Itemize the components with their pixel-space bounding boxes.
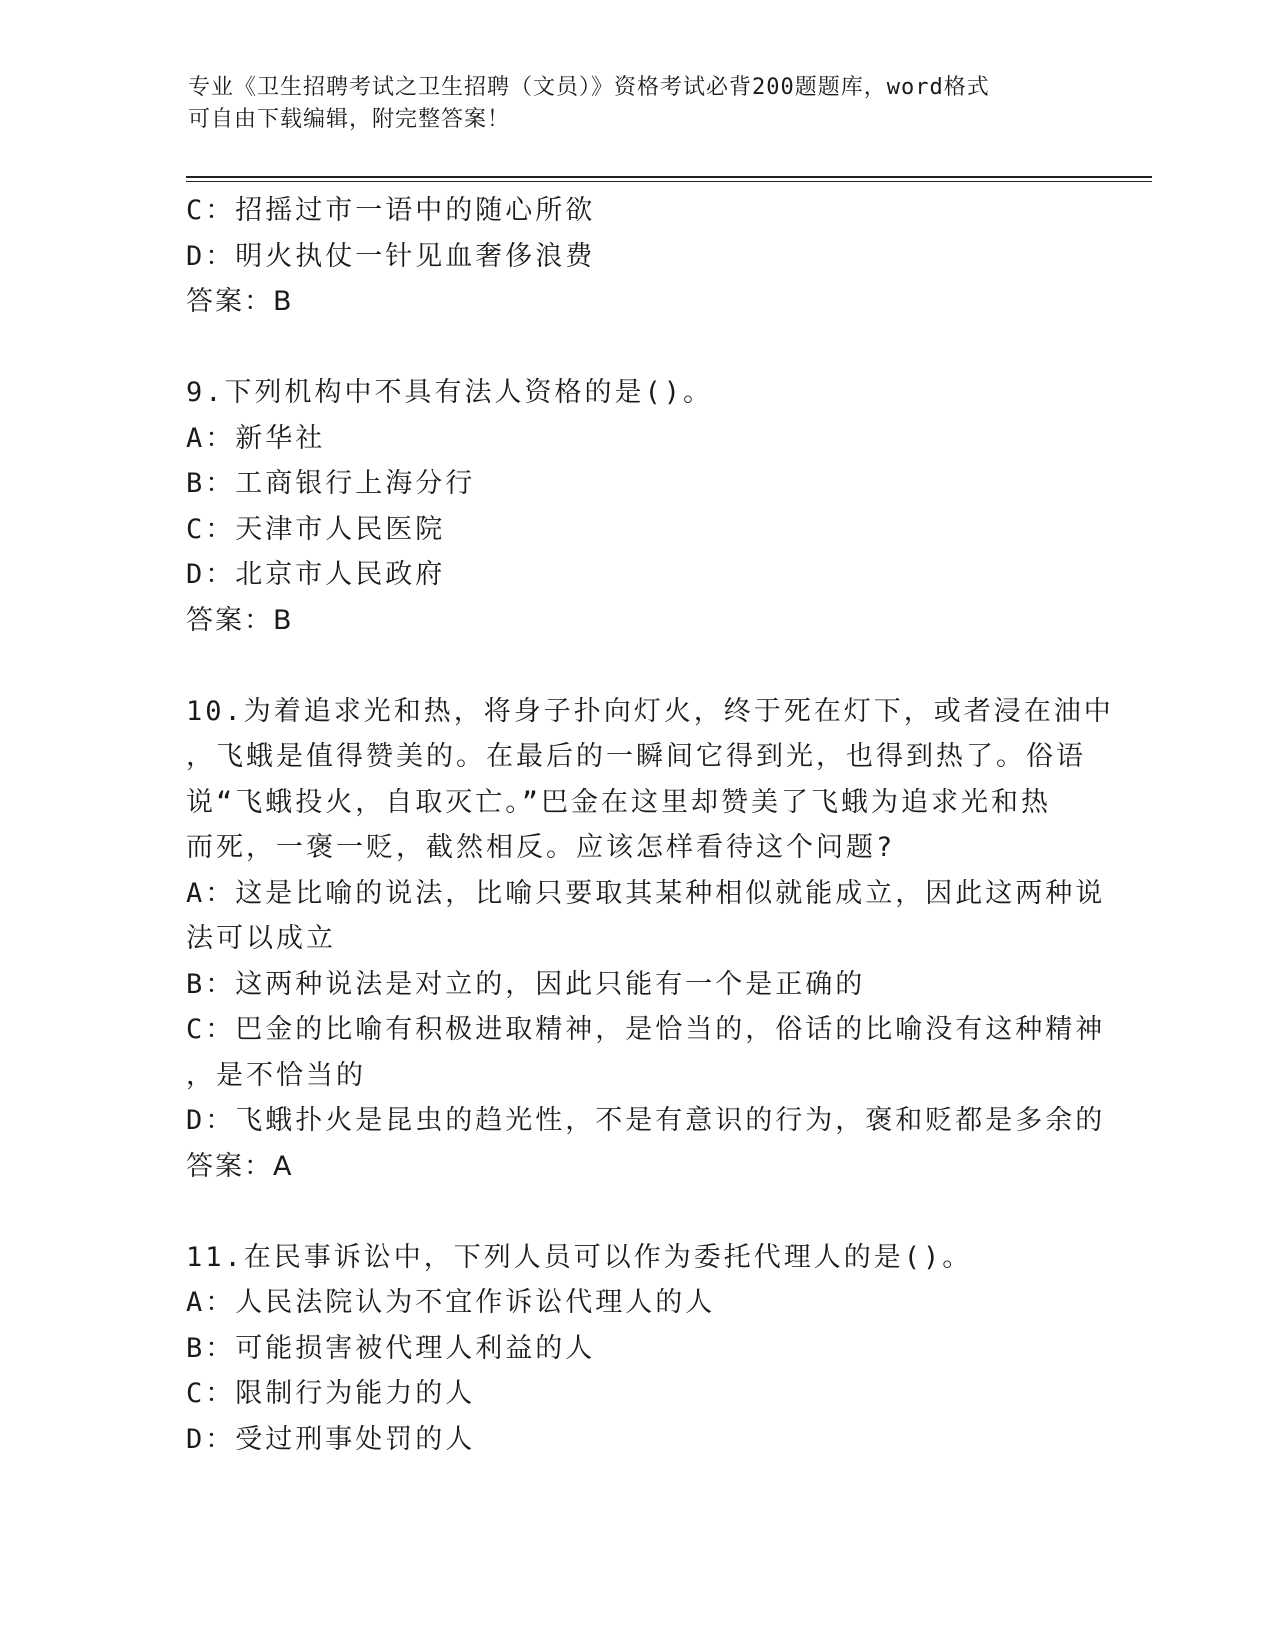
prev-option-c: C：招摇过市一语中的随心所欲: [186, 195, 596, 226]
q11-option-d: D：受过刑事处罚的人: [186, 1423, 476, 1455]
q10-stem-line: 而死，一褒一贬，截然相反。应该怎样看待这个问题?: [186, 832, 896, 863]
q11-option-b: B：可能损害被代理人利益的人: [186, 1332, 596, 1364]
header-line-1: 专业《卫生招聘考试之卫生招聘（文员）》资格考试必背200题题库，word格式: [188, 75, 990, 100]
document-header: [188, 72, 1068, 136]
q9-option-a: A：新华社: [186, 422, 326, 454]
q10-option-c: C：巴金的比喻有积极进取精神，是恰当的，俗话的比喻没有这种精神: [186, 1014, 1106, 1045]
q10-stem-line: 10.为着追求光和热，将身子扑向灯火，终于死在灯下，或者浸在油中: [186, 695, 1114, 727]
q10-stem-line: 说“飞蛾投火，自取灭亡。”巴金在这里却赞美了飞蛾为追求光和热: [186, 786, 1052, 818]
header-rule-thin: [186, 181, 1152, 182]
prev-answer: 答案：B: [186, 286, 294, 317]
q10-option-b: B：这两种说法是对立的，因此只能有一个是正确的: [186, 968, 866, 1000]
q10-option-a-cont: 法可以成立: [186, 923, 336, 954]
q11-option-a: A：人民法院认为不宜作诉讼代理人的人: [186, 1287, 716, 1318]
q10-stem-line: ，飞蛾是值得赞美的。在最后的一瞬间它得到光，也得到热了。俗语: [186, 741, 1086, 772]
spacer: [186, 325, 1086, 371]
q9-option-c: C：天津市人民医院: [186, 513, 446, 545]
q9-option-b: B：工商银行上海分行: [186, 468, 476, 499]
q10-option-c-cont: ，是不恰当的: [186, 1059, 366, 1091]
q11-stem: 11.在民事诉讼中，下列人员可以作为委托代理人的是()。: [186, 1241, 973, 1273]
q11-option-c: C：限制行为能力的人: [186, 1378, 476, 1409]
q10-option-d: D：飞蛾扑火是昆虫的趋光性，不是有意识的行为，褒和贬都是多余的: [186, 1105, 1106, 1136]
header-line-2: 可自由下载编辑，附完整答案！: [188, 107, 511, 132]
spacer: [186, 643, 1086, 689]
q10-answer: 答案：A: [186, 1150, 294, 1182]
q9-answer: 答案：B: [186, 604, 294, 636]
q9-stem: 9.下列机构中不具有法人资格的是()。: [186, 377, 714, 408]
header-rule-thick: [186, 176, 1152, 178]
q9-option-d: D：北京市人民政府: [186, 559, 446, 590]
spacer: [186, 1189, 1086, 1235]
question-content: [186, 188, 1114, 1462]
q10-option-a: A：这是比喻的说法，比喻只要取其某种相似就能成立，因此这两种说: [186, 877, 1106, 909]
prev-option-d: D：明火执仗一针见血奢侈浪费: [186, 240, 596, 272]
